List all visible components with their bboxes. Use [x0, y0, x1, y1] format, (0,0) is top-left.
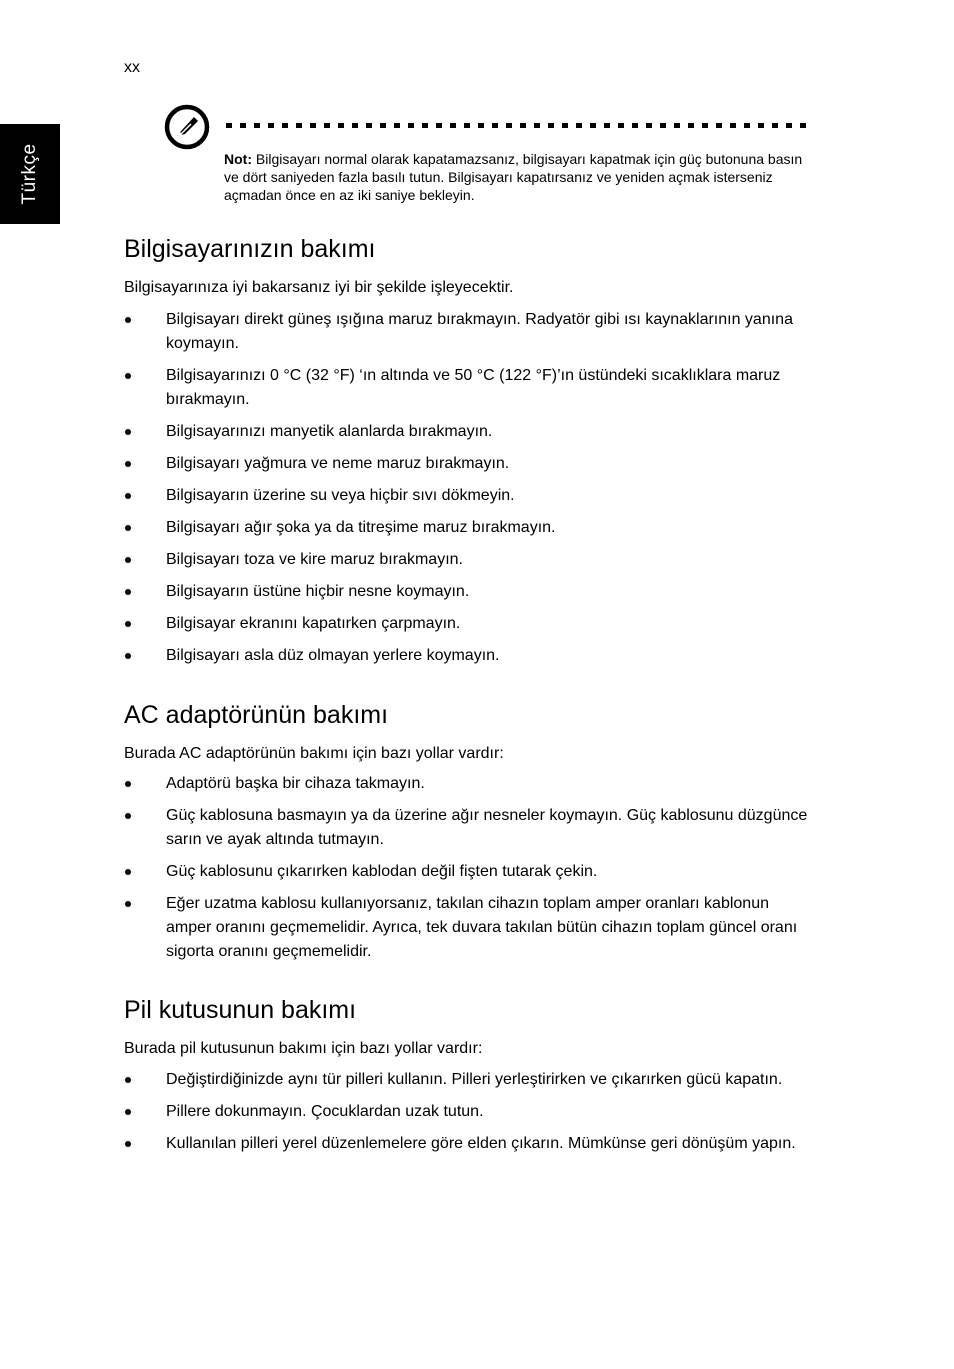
note-divider	[226, 123, 810, 128]
computer-care-list	[124, 308, 814, 676]
list-item: Bilgisayarın üstüne hiçbir nesne koymayın.	[124, 580, 814, 604]
list-item: Bilgisayarı direkt güneş ışığına maruz bırakmayın. Radyatör gibi ısı kaynaklarının yanına koymayın.	[124, 308, 814, 356]
ac-adapter-care-list	[124, 772, 814, 972]
list-item: Bilgisayarınızı manyetik alanlarda bırakmayın.	[124, 420, 814, 444]
list-item: Bilgisayarı toza ve kire maruz bırakmayın.	[124, 548, 814, 572]
page-number: xx	[124, 59, 140, 76]
note-body: Bilgisayarı normal olarak kapatamazsanız, bilgisayarı kapatmak için güç butonuna basın ve dört saniyeden fazla basılı tutun. Bilgisayarı kapatırsanız ve yeniden açmak isterseniz açmadan önce en az iki saniye bekleyin.	[224, 151, 803, 203]
list-item: Güç kablosunu çıkarırken kablodan değil fişten tutarak çekin.	[124, 860, 814, 884]
list-item: Bilgisayar ekranını kapatırken çarpmayın.	[124, 612, 814, 636]
list-item: Güç kablosuna basmayın ya da üzerine ağır nesneler koymayın. Güç kablosunu düzgünce sarın ve ayak altında tutmayın.	[124, 804, 814, 852]
section-intro-computer-care: Bilgisayarınıza iyi bakarsanız iyi bir şekilde işleyecektir.	[124, 279, 514, 296]
battery-care-list	[124, 1068, 814, 1164]
list-item: Kullanılan pilleri yerel düzenlemelere göre elden çıkarın. Mümkünse geri dönüşüm yapın.	[124, 1132, 814, 1156]
list-item: Bilgisayarınızı 0 °C (32 °F) ‘ın altında ve 50 °C (122 °F)’ın üstündeki sıcaklıklara maruz bırakmayın.	[124, 364, 814, 412]
list-item: Bilgisayarı asla düz olmayan yerlere koymayın.	[124, 644, 814, 668]
section-intro-battery-care: Burada pil kutusunun bakımı için bazı yollar vardır:	[124, 1040, 483, 1057]
note-pen-icon	[164, 104, 210, 150]
section-title-ac-adapter-care: AC adaptörünün bakımı	[124, 701, 389, 729]
note-text	[224, 150, 804, 204]
list-item: Bilgisayarı yağmura ve neme maruz bırakmayın.	[124, 452, 814, 476]
list-item: Değiştirdiğinizde aynı tür pilleri kullanın. Pilleri yerleştirirken ve çıkarırken gücü kapatın.	[124, 1068, 814, 1092]
note-label: Not:	[224, 151, 252, 167]
list-item: Pillere dokunmayın. Çocuklardan uzak tutun.	[124, 1100, 814, 1124]
language-tab	[0, 124, 60, 224]
list-item: Bilgisayarın üzerine su veya hiçbir sıvı dökmeyin.	[124, 484, 814, 508]
list-item: Bilgisayarı ağır şoka ya da titreşime maruz bırakmayın.	[124, 516, 814, 540]
section-title-computer-care: Bilgisayarınızın bakımı	[124, 235, 376, 263]
list-item: Adaptörü başka bir cihaza takmayın.	[124, 772, 814, 796]
section-intro-ac-adapter-care: Burada AC adaptörünün bakımı için bazı yollar vardır:	[124, 745, 504, 762]
section-title-battery-care: Pil kutusunun bakımı	[124, 996, 357, 1024]
language-tab-label: Türkçe	[19, 143, 40, 205]
list-item: Eğer uzatma kablosu kullanıyorsanız, takılan cihazın toplam amper oranları kablonun amper oranını geçmemelidir. Ayrıca, tek duvara takılan bütün cihazın toplam güncel oranı sigorta oranını geçmemelidir.	[124, 892, 814, 964]
